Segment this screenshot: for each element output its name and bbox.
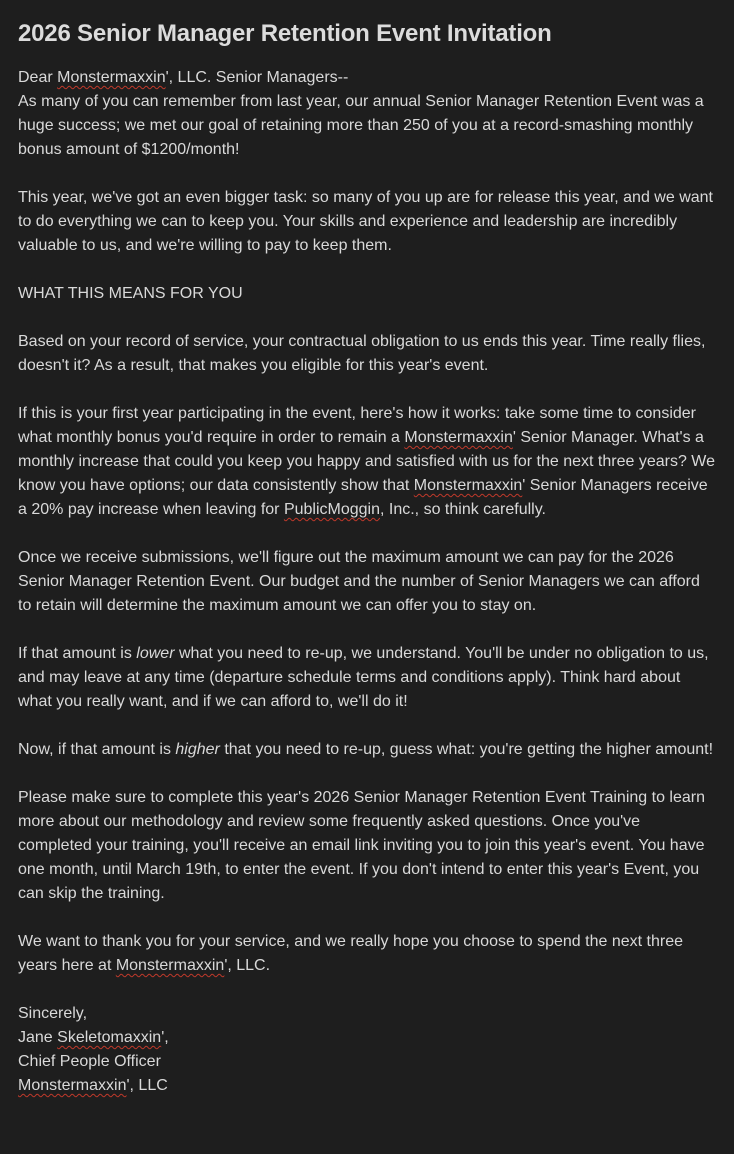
signoff-name (18, 1026, 716, 1050)
signoff-role: Chief People Officer (18, 1053, 161, 1070)
paragraph-lower-amount (18, 642, 716, 714)
paragraph-last-year: As many of you can remember from last year, our annual Senior Manager Retention Event was a huge success; we met our goal of retaining more than 250 of you at a record-smashing monthly bonus amount of $1200/month! (18, 93, 704, 158)
section-heading: WHAT THIS MEANS FOR YOU (18, 285, 243, 302)
signer-surname: Skeletomaxxin (57, 1029, 162, 1046)
text-run: Now, if that amount is (18, 741, 176, 758)
competitor-name: PublicMoggin (283, 501, 380, 518)
greeting-pre: Dear (18, 69, 58, 86)
text-run: ', LLC (126, 1077, 168, 1094)
paragraph-eligibility: Based on your record of service, your contractual obligation to us ends this year. Time really flies, doesn't it? As a result, that makes you eligible for this year's event. (18, 333, 706, 374)
company-name: Monstermaxxin (115, 957, 225, 974)
document-title: 2026 Senior Manager Retention Event Invitation (18, 20, 552, 47)
signature-block (18, 1002, 716, 1098)
company-name: Monstermaxxin (413, 477, 523, 494)
text-run: ', LLC. (224, 957, 271, 974)
company-name: Monstermaxxin (18, 1077, 127, 1094)
paragraph-training: Please make sure to complete this year's 2026 Senior Manager Retention Event Training to learn more about our methodology and review some frequently asked questions. Once you've completed your training, you'll receive an email link inviting you to join this year's event. You have one month, until March 19th, to enter the event. If you don't intend to enter this year's Event, you can skip the training. (18, 789, 705, 902)
paragraph-how-it-works (18, 402, 716, 522)
emphasis-lower: lower (136, 645, 175, 662)
paragraph-this-year: This year, we've got an even bigger task: so many of you up are for release this year, and we want to do everything we can to keep you. Your skills and experience and leadership are incredibly valuable to us, and we're willing to pay to keep them. (18, 189, 713, 254)
company-name: Monstermaxxin (57, 69, 166, 86)
text-run: Jane (18, 1029, 58, 1046)
paragraph-thanks (18, 930, 716, 978)
text-run: If this is your first year participating in the event, here's how it works: take some time to consider what monthly bonus you'd require in order to remain a (18, 405, 697, 446)
greeting (18, 66, 716, 90)
paragraph-submissions: Once we receive submissions, we'll figure out the maximum amount we can pay for the 2026 Senior Manager Retention Event. Our budget and the number of Senior Managers we can afford to retain will determine the maximum amount we can offer you to stay on. (18, 549, 700, 614)
text-run: ', (161, 1029, 169, 1046)
greeting-post: ', LLC. Senior Managers-- (165, 69, 349, 86)
text-run: what you need to re-up, we understand. You'll be under no obligation to us, and may leave at any time (departure schedule terms and conditions apply). Think hard about what you really want, and if we can afford to, we'll do it! (18, 645, 709, 710)
text-run: If that amount is (18, 645, 137, 662)
paragraph-higher-amount (18, 738, 716, 762)
text-run: We want to thank you for your service, and we really hope you choose to spend the next three years here at (18, 933, 683, 974)
signoff-company (18, 1074, 716, 1098)
emphasis-higher: higher (175, 741, 220, 758)
text-run: ' Senior Manager. What's a monthly increase that could you keep you happy and satisfied with us for the next three years? We know you have options; our data consistently show that (18, 429, 715, 494)
signoff-closing: Sincerely, (18, 1005, 88, 1022)
text-run: that you need to re-up, guess what: you're getting the higher amount! (219, 741, 714, 758)
text-run: ' Senior Managers receive a 20% pay increase when leaving for (18, 477, 708, 518)
text-run: , Inc., so think carefully. (380, 501, 546, 518)
company-name: Monstermaxxin (404, 429, 513, 446)
